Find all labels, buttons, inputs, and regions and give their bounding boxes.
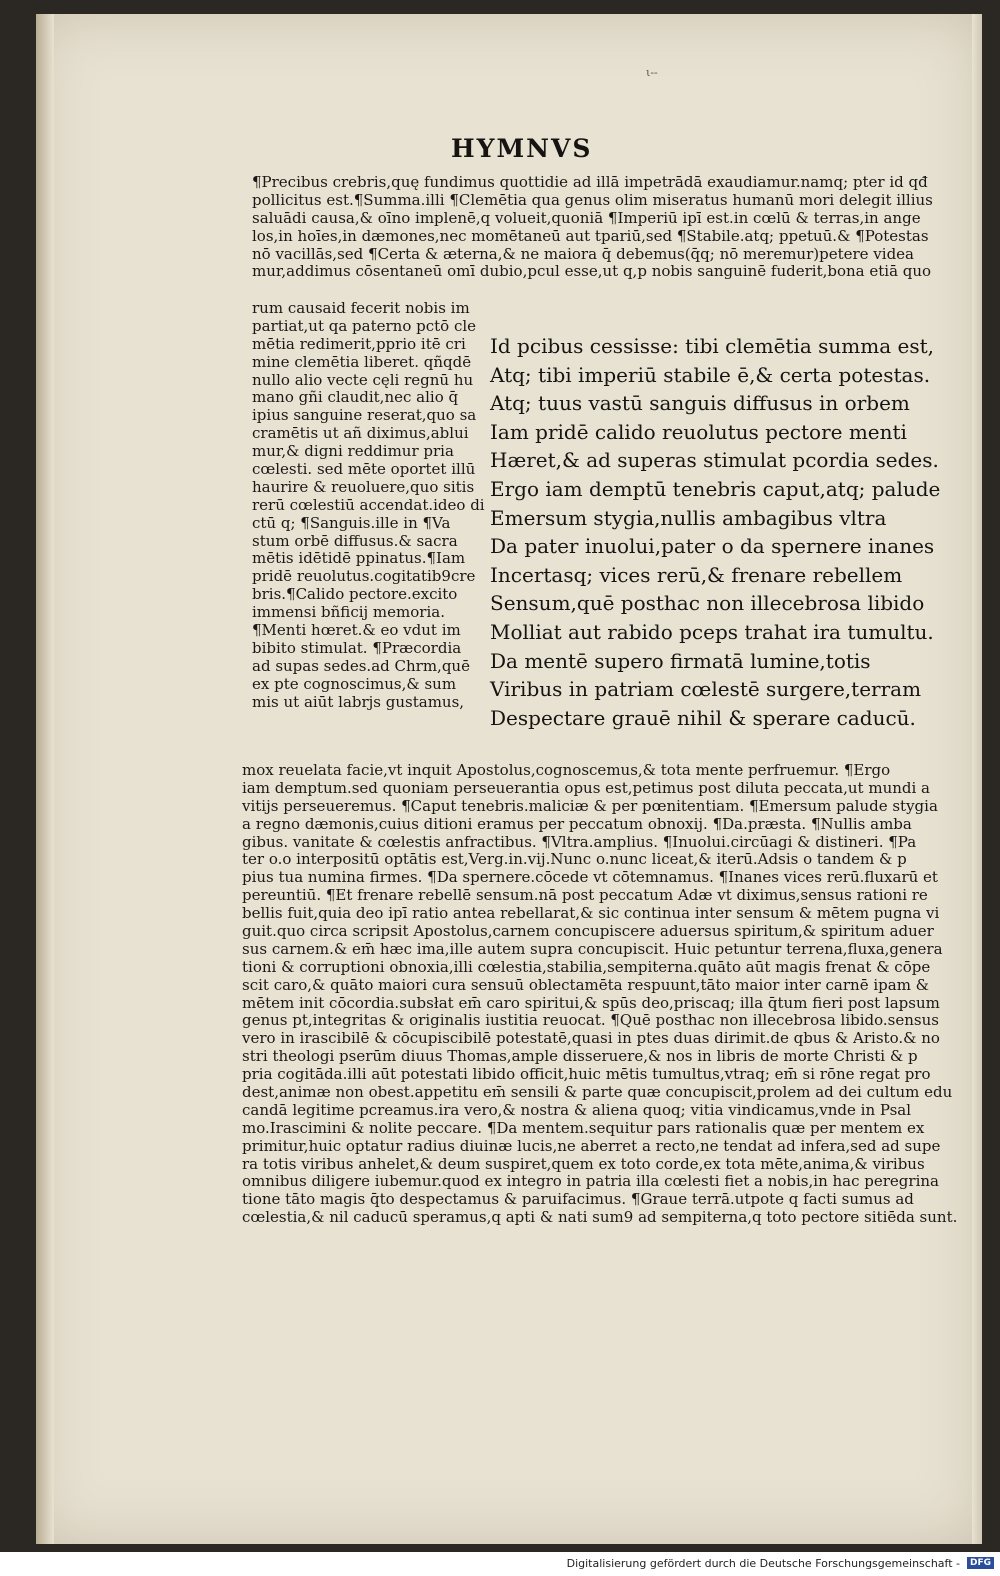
verse-line: Molliat aut rabido pceps trahat ira tumultu. — [490, 619, 934, 644]
text-line: omnibus diligere iubemur.quod ex integro in patria illa cœlesti fiet a nobis,in hac peregrina — [242, 1172, 939, 1191]
commentary-left-column — [252, 300, 492, 711]
text-line: mur,& digni reddimur pria — [252, 442, 454, 461]
verse-line: Incertasq; vices rerū,& frenare rebellem — [490, 562, 903, 587]
text-line: iam demptum.sed quoniam perseuerantia opus est,petimus post diluta peccata,ut mundi a — [242, 778, 931, 797]
text-line: mētem init cōcordia.subsłat em̄ caro spiritui,& spūs deo,priscaq; illa q̄tum fieri post lapsum — [242, 993, 940, 1012]
funding-notice: Digitalisierung gefördert durch die Deutsche Forschungsgemeinschaft - — [566, 1557, 960, 1570]
footer-bar — [0, 1552, 1000, 1576]
text-line: mo.Irascimini & nolite peccare. ¶Da mentem.sequitur pars rationalis quæ per mentem ex — [242, 1118, 925, 1137]
scanned-page — [36, 14, 982, 1544]
verse-line: Atq; tibi imperiū stabile ē,& certa potestas. — [490, 362, 931, 387]
text-line: saluādi causa,& oīno implenē,q volueit,quoniā ¶Imperiū ipī est.in cœlū & terras,in ange — [252, 208, 921, 227]
text-line: ad supas sedes.ad Chrm,quē — [252, 656, 470, 675]
verse-line: Da mentē supero firmatā lumine,totis — [490, 648, 871, 673]
commentary-bottom — [242, 762, 972, 1227]
text-line: nō vacillās,sed ¶Certa & æterna,& ne maiora q̄ debemus(q̄q; nō meremur)petere videa — [252, 244, 914, 263]
text-line: mur,addimus cōsentaneū omī dubio,pcul esse,ut q,p nobis sanguinē fuderit,bona etiā quo — [252, 262, 932, 281]
text-line: pollicitus est.¶Summa.illi ¶Clemētia qua genus olim miseratus humanū mori delegit illius — [252, 190, 933, 209]
text-line: scit caro,& quāto maiori cura sensuū oblectamēta respuunt,tāto maior inter carnē ipam & — [242, 975, 930, 994]
text-line: ¶Menti hœret.& eo vdut im — [252, 621, 461, 640]
verse-line: Ergo iam demptū tenebris caput,atq; palude — [490, 476, 941, 501]
text-line: rum causaid fecerit nobis im — [252, 299, 470, 317]
text-line: pius tua numina firmes. ¶Da spernere.cōcede vt cōtemnamus. ¶Inanes vices rerū.fluxarū et — [242, 868, 938, 887]
verse-line: Viribus in patriam cœlestē surgere,terram — [490, 677, 922, 702]
text-line: guit.quo circa scripsit Apostolus,carnem concupiscere aduersus spiritum,& spiritum aduer — [242, 922, 934, 941]
text-line: tioni & corruptioni obnoxia,illi cœlestia,stabilia,sempiterna.quāto aūt magis frenat & cōpe — [242, 957, 931, 976]
text-line: mano gñi claudit,nec alio q̄ — [252, 388, 459, 407]
verse-line: Da pater inuolui,pater o da spernere inanes — [490, 534, 935, 559]
verse-line: Despectare grauē nihil & sperare caducū. — [490, 705, 916, 730]
text-line: cramētis ut añ diximus,ablui — [252, 424, 469, 443]
text-line: stri theologi pserūm diuus Thomas,ample disseruere,& nos in libris de morte Christi & p — [242, 1047, 918, 1066]
verse-line: Hæret,& ad superas stimulat pcordia sedes. — [490, 448, 939, 473]
text-line: tione tāto magis q̄to despectamus & paruifacimus. ¶Graue terrā.utpote q facti sumus ad — [242, 1190, 914, 1209]
text-line: mox reuelata facie,vt inquit Apostolus,cognoscemus,& tota mente perfruemur. ¶Ergo — [242, 761, 891, 779]
text-line: bellis fuit,quia deo ipī ratio antea rebellarat,& sic continua inter sensum & mētem pugna vi — [242, 904, 940, 923]
text-line: candā legitime pcreamus.ira vero,& nostra & aliena quoq; vitia vindicamus,vnde in Psal — [242, 1100, 912, 1119]
text-line: pridē reuolutus.cogitatib9cre — [252, 567, 476, 586]
text-line: cœlesti. sed mēte oportet illū — [252, 460, 476, 479]
text-line: pereuntiū. ¶Et frenare rebellē sensum.nā post peccatum Adæ vt diximus,sensus rationi re — [242, 886, 928, 905]
verse-line: Sensum,quē posthac non illecebrosa libido — [490, 591, 925, 616]
text-line: mētis idētidē ppinatus.¶Iam — [252, 549, 466, 568]
text-line: genus pt,integritas & originalis iustitia reuocat. ¶Quē posthac non illecebrosa libido.sensus — [242, 1011, 939, 1030]
verse-line: Iam pridē calido reuolutus pectore menti — [490, 419, 907, 444]
text-line: ¶Precibus crebris,quę fundimus quottidie ad illā impetrādā exaudiamur.namq; pter id qđ — [252, 173, 928, 191]
page-spine-shadow — [36, 14, 54, 1544]
text-line: mine clemētia liberet. qñqdē — [252, 352, 472, 371]
text-line: gibus. vanitate & cœlestis anfractibus. ¶Vltra.amplius. ¶Inuolui.circūagi & distineri. ¶Pa — [242, 832, 917, 851]
text-line: a regno dæmonis,cuius ditioni eramus per peccatum obnoxij. ¶Da.præsta. ¶Nullis amba — [242, 814, 912, 833]
text-line: ra totis viribus anhelet,& deum suspiret,quem ex toto corde,ex tota mēte,anima,& viribus — [242, 1154, 925, 1173]
text-line: ctū q; ¶Sanguis.ille in ¶Va — [252, 513, 451, 532]
text-line: vero in irascibilē & cōcupiscibilē potestatē,quasi in ptes duas dirimit.de qbus & Aristo.& no — [242, 1029, 940, 1048]
text-line: ter o.o interpositū optātis est,Verg.in.vij.Nunc o.nunc liceat,& iterū.Adsis o tandem & p — [242, 850, 907, 869]
text-line: rerū cœlestiū accendat.ideo di — [252, 495, 485, 514]
text-line: los,in hoīes,in dæmones,nec momētaneū aut tpariū,sed ¶Stabile.atq; ppetuū.& ¶Potestas — [252, 226, 929, 245]
hymn-verse — [490, 332, 950, 732]
commentary-top — [252, 174, 972, 281]
text-line: stum orbē diffusus.& sacra — [252, 531, 458, 550]
page-edge-shadow — [972, 14, 982, 1544]
verse-line: Atq; tuus vastū sanguis diffusus in orbem — [490, 391, 910, 416]
text-line: partiat,ut qa paterno pctō cle — [252, 316, 477, 335]
verse-line: Id pcibus cessisse: tibi clemētia summa est, — [490, 334, 934, 358]
text-line: nullo alio vecte cęli regnū hu — [252, 370, 474, 389]
text-line: bibito stimulat. ¶Præcordia — [252, 638, 462, 657]
text-line: sus carnem.& em̄ hæc ima,ille autem supra concupiscit. Huic petuntur terrena,fluxa,genera — [242, 939, 943, 958]
text-line: mis ut aiūt labrjs gustamus, — [252, 692, 465, 711]
text-line: immensi bñficij memoria. — [252, 603, 445, 622]
page-title: HYMNVS — [451, 134, 593, 163]
text-line: ipius sanguine reserat,quo sa — [252, 406, 477, 425]
text-line: mētia redimerit,pprio itē cri — [252, 334, 466, 353]
text-line: haurire & reuoluere,quo sitis — [252, 477, 475, 496]
text-line: vitijs perseueremus. ¶Caput tenebris.maliciæ & per pœnitentiam. ¶Emersum palude stygia — [242, 796, 938, 815]
dfg-logo[interactable]: DFG — [967, 1557, 994, 1569]
page-mark: ι-- — [646, 66, 658, 79]
text-line: bris.¶Calido pectore.excito — [252, 585, 458, 604]
text-line: primitur,huic optatur radius diuinæ lucis,ne aberret a recto,ne tendat ad infera,sed ad supe — [242, 1136, 941, 1155]
text-line: pria cogitāda.illi aūt potestati libido officit,huic mētis tumultus,vtraq; em̄ si rōne regat pro — [242, 1065, 931, 1084]
verse-line: Emersum stygia,nullis ambagibus vltra — [490, 505, 887, 530]
text-line: cœlestia,& nil caducū speramus,q apti & nati sum9 ad sempiterna,q toto pectore sitiēda sunt. — [242, 1208, 958, 1227]
text-line: ex pte cognoscimus,& sum — [252, 674, 457, 693]
text-line: dest,animæ non obest.appetitu em̄ sensili & parte quæ concupiscit,prolem ad dei cultum edu — [242, 1083, 953, 1102]
